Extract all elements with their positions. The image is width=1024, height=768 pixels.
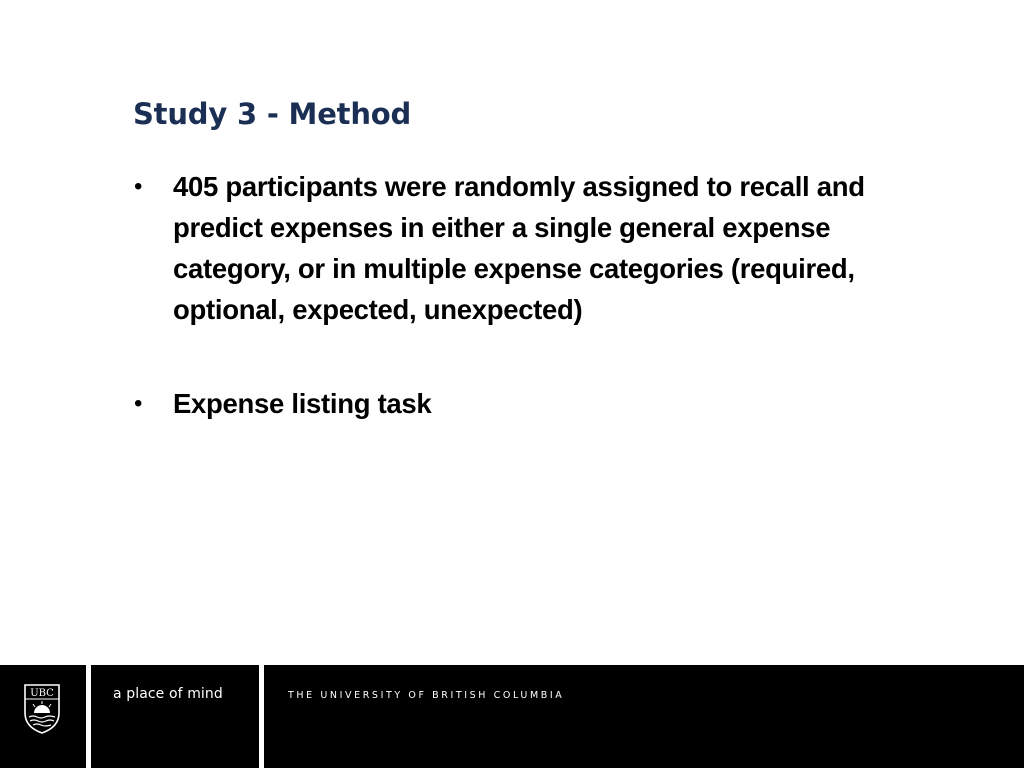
bullet-text: 405 participants were randomly assigned to recall and predict expenses in either a single general expense category, or in multiple expense categories (required, optional, expected, unexpected) bbox=[173, 171, 865, 325]
bullet-list bbox=[134, 166, 954, 424]
university-name: THE UNIVERSITY OF BRITISH COLUMBIA bbox=[288, 690, 565, 701]
footer-divider bbox=[86, 665, 91, 768]
bullet-item bbox=[134, 166, 954, 330]
bullet-dot-icon: • bbox=[134, 390, 143, 417]
bullet-item bbox=[134, 383, 954, 424]
bullet-text: Expense listing task bbox=[173, 388, 432, 419]
footer-divider bbox=[259, 665, 264, 768]
bullet-dot-icon: • bbox=[134, 173, 143, 200]
tagline-text: a place of mind bbox=[113, 686, 223, 702]
logo-text: UBC bbox=[30, 688, 54, 699]
footer-bar bbox=[0, 665, 1024, 768]
ubc-crest-logo bbox=[23, 683, 61, 735]
slide-title: Study 3 - Method bbox=[133, 97, 412, 131]
